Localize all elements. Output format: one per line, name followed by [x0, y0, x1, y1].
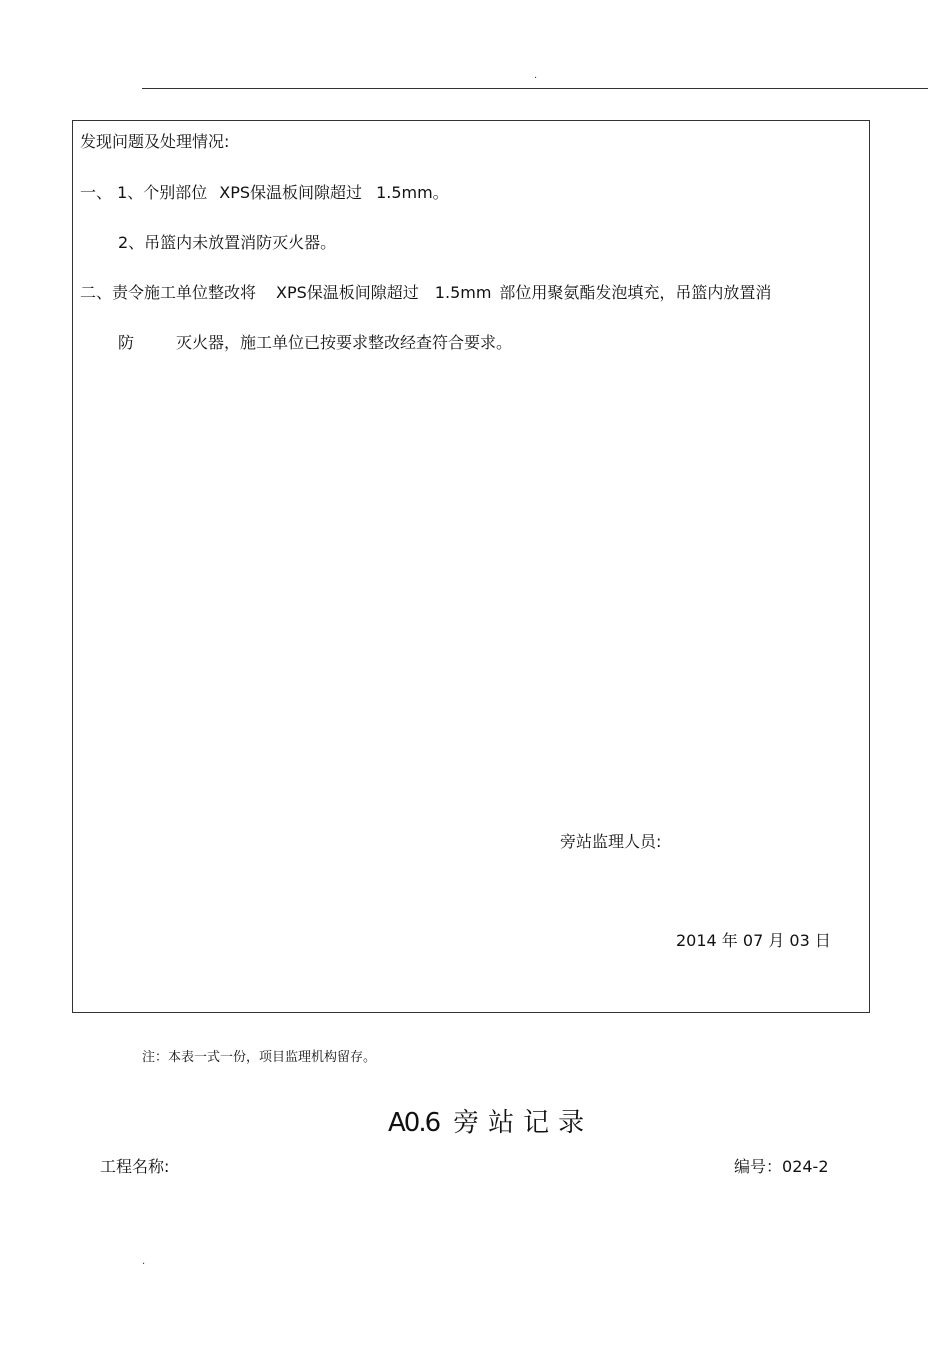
action-line-2-b: 灭火器，施工单位已按要求整改经查符合要求。: [176, 333, 513, 352]
action-line-1-prefix: 二、责令施工单位整改将: [80, 283, 257, 302]
action-line-2: [118, 333, 512, 353]
supervisor-label: 旁站监理人员:: [560, 832, 662, 851]
form-code: A0.6: [388, 1108, 440, 1138]
action-line-1-value: 1.5mm: [434, 283, 492, 302]
record-heading: 发现问题及处理情况:: [80, 132, 230, 151]
project-name-label: 工程名称:: [100, 1157, 170, 1176]
form-title: [388, 1102, 593, 1139]
record-date: 2014 年 07 月 03 日: [676, 931, 831, 950]
header-dot: .: [534, 70, 538, 81]
action-line-1-code: XPS保温板间隙超过: [276, 283, 419, 302]
issue-line-1-value: 1.5mm。: [376, 183, 449, 202]
action-line-1: [80, 283, 771, 303]
form-title-text: 旁站记录: [453, 1108, 594, 1138]
issue-line-1-code: XPS保温板间隙超过: [219, 183, 363, 202]
record-frame: [72, 120, 870, 1013]
issue-line-2: 2、吊篮内未放置消防灭火器。: [118, 233, 337, 252]
issue-line-1-prefix: 一、 1、个别部位: [80, 183, 208, 202]
issue-line-1: [80, 183, 449, 203]
footer-dot: .: [142, 1256, 146, 1267]
action-line-2-a: 防: [118, 333, 135, 352]
form-note: 注：本表一式一份，项目监理机构留存。: [142, 1050, 377, 1065]
action-line-1-suffix: 部位用聚氨酯发泡填充，吊篮内放置消: [499, 283, 772, 302]
form-number: [734, 1157, 829, 1177]
header-rule: [142, 88, 928, 89]
form-number-label: 编号：: [734, 1157, 783, 1176]
form-number-value: 024-2: [782, 1157, 829, 1176]
